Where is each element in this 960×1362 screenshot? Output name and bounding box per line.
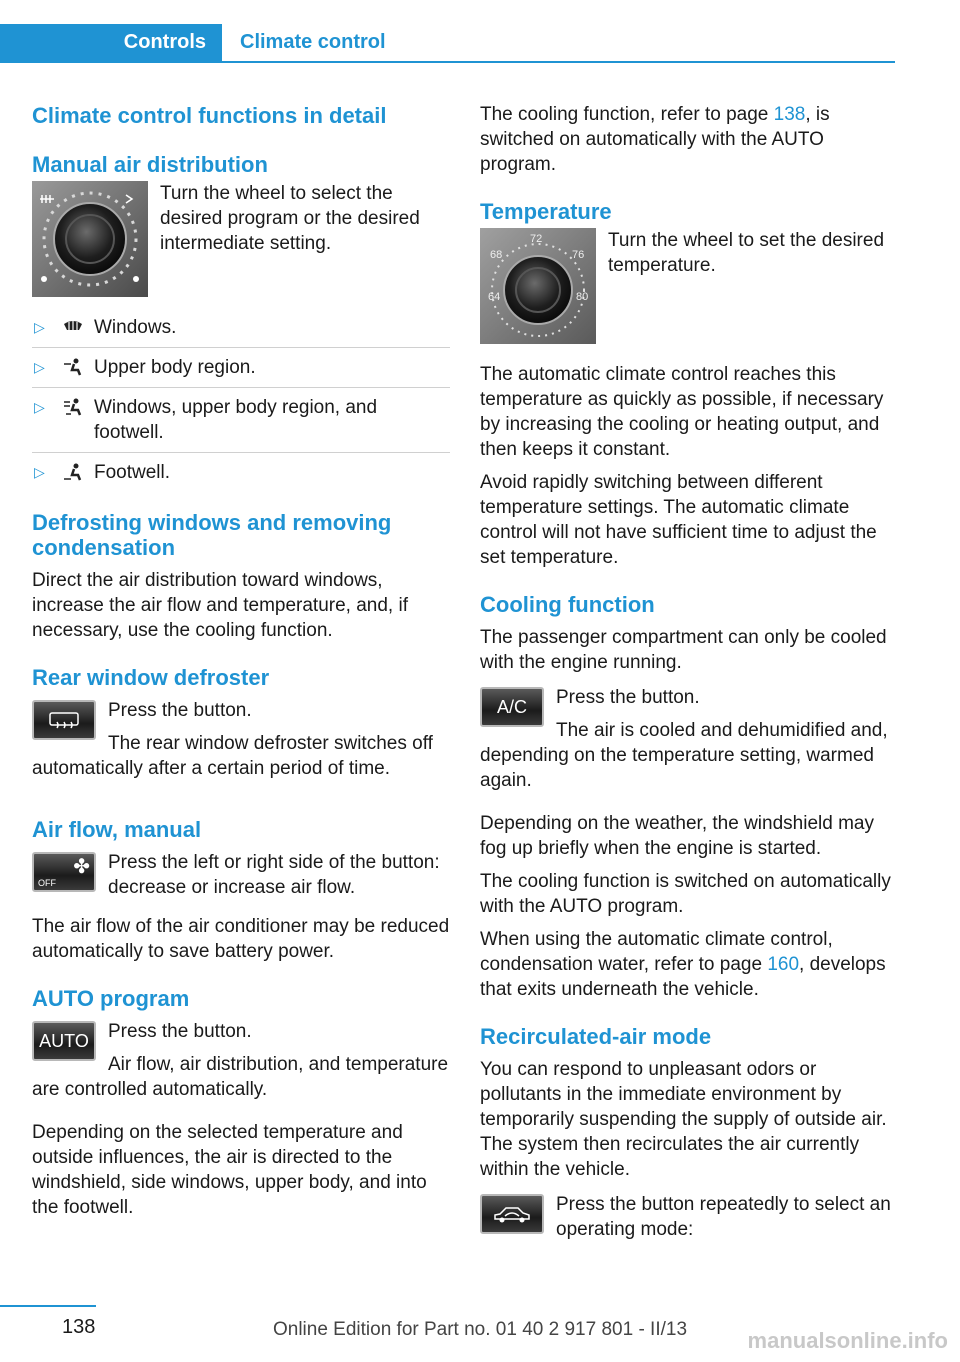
bullet-triangle-icon: ▷ (34, 359, 45, 375)
cooling-intro-post: , is switched on automatically with the AUTO program. (480, 104, 830, 175)
temperature-text1: Turn the wheel to set the desired temperature. (608, 230, 885, 276)
airflow-off-label: OFF (38, 878, 56, 888)
airflow-text2: The air flow of the air conditioner may be reduced automatically to save battery power. (32, 916, 450, 962)
page-link-160[interactable]: 160 (767, 954, 800, 975)
auto-text2: Air flow, air distribution, and temperature are controlled automatically. (32, 1054, 449, 1100)
recirc-heading: Recirculated-air mode (480, 1024, 712, 1049)
cooling-heading: Cooling function (480, 592, 655, 617)
list-item-label: Windows. (94, 317, 177, 338)
airflow-heading: Air flow, manual (32, 817, 202, 842)
list-item[interactable] (32, 395, 450, 453)
footer-edition: Online Edition for Part no. 01 40 2 917 801 - II/13 (272, 1319, 688, 1340)
manual-heading: Manual air distribution (32, 152, 268, 177)
header-bar (0, 24, 895, 63)
rear-defroster-heading: Rear window defroster (32, 665, 270, 690)
list-item[interactable] (32, 460, 450, 492)
auto-heading: AUTO program (32, 986, 190, 1011)
cooling-text1: The passenger compartment can only be cooled with the engine running. (480, 627, 887, 673)
bullet-triangle-icon: ▷ (34, 319, 45, 335)
temperature-text3: Avoid rapidly switching between different temperature settings. The automatic climate control will not have sufficient time to adjust the set temperature. (480, 472, 877, 568)
rear-window-heat-icon (47, 710, 81, 732)
auto-text3: Depending on the selected temperature and outside influences, the air is directed to the windshield, side windows, upper body, and into the footwell. (32, 1122, 427, 1218)
cooling-text6-pre: When using the automatic climate control, condensation water, refer to page (480, 929, 833, 975)
list-item-label: Footwell. (94, 462, 171, 483)
temp-label: 76 (572, 249, 585, 261)
cooling-text2: Press the button. (556, 687, 700, 708)
list-item-label: Upper body region. (94, 357, 256, 378)
car-recirculation-icon (491, 1204, 533, 1226)
temp-label: 80 (576, 291, 589, 303)
temperature-text2: The automatic climate control reaches this temperature as quickly as possible, if necessary by increasing the cooling or heating output, and then keeps it constant. (480, 364, 884, 460)
page-link-138[interactable]: 138 (773, 104, 806, 125)
recirc-text2: Press the button repeatedly to select an operating mode: (556, 1194, 891, 1240)
header-topic-tab[interactable]: Climate control (240, 31, 386, 53)
rear-defroster-text1: Press the button. (108, 700, 252, 721)
windows-body-feet-icon (62, 398, 84, 416)
footwell-icon (62, 463, 84, 481)
ac-button-image: A/C (480, 687, 544, 727)
defrost-text: Direct the air distribution toward windows, increase the air flow and temperature, and, if necessary, use the cooling function. (32, 570, 408, 641)
bullet-triangle-icon: ▷ (34, 399, 45, 415)
cooling-text6 (480, 927, 898, 1002)
upper-body-icon (62, 358, 84, 376)
temp-label: 64 (488, 291, 501, 303)
airflow-text1: Press the left or right side of the button: decrease or increase air flow. (108, 852, 440, 898)
rear-defroster-text2: The rear window defroster switches off automatically after a certain period of time. (32, 733, 433, 779)
rear-defroster-button-image (32, 700, 96, 740)
distribution-list (32, 315, 450, 492)
temp-label: 72 (530, 233, 543, 245)
recirc-button-image (480, 1194, 544, 1234)
left-column (32, 102, 450, 1220)
list-item[interactable] (32, 355, 450, 388)
cooling-text6-post: , develops that exits underneath the vehicle. (480, 954, 886, 1000)
list-item[interactable] (32, 315, 450, 348)
recirc-text1: You can respond to unpleasant odors or pollutants in the immediate environment by temporarily suspending the supply of outside air. The system then recirculates the air currently within the vehicle. (480, 1059, 887, 1180)
auto-text1: Press the button. (108, 1021, 252, 1042)
page-number-rule (0, 1305, 96, 1307)
fan-icon: ✤ (73, 856, 90, 878)
cooling-text5: The cooling function is switched on automatically with the AUTO program. (480, 871, 891, 917)
watermark: manualsonline.info (747, 1328, 948, 1353)
page-number: 138 (62, 1316, 96, 1338)
list-item-label: Windows, upper body region, and footwell. (94, 397, 378, 443)
windshield-icon (62, 318, 84, 336)
cooling-intro-pre: The cooling function, refer to page (480, 104, 774, 125)
defrost-heading: Defrosting windows and removing condensation (32, 510, 392, 560)
cooling-text3: The air is cooled and dehumidified and, depending on the temperature setting, warmed again. (480, 720, 888, 791)
main-heading: Climate control functions in detail (32, 103, 387, 128)
airflow-button-image (32, 852, 96, 892)
header-section-tab[interactable]: Controls (0, 24, 222, 61)
temperature-heading: Temperature (480, 199, 612, 224)
auto-button-image: AUTO (32, 1021, 96, 1061)
bullet-triangle-icon: ▷ (34, 464, 45, 480)
air-distribution-dial-image (32, 181, 148, 297)
cooling-intro (480, 102, 898, 177)
manual-text: Turn the wheel to select the desired program or the desired intermediate setting. (160, 183, 420, 254)
temperature-dial-image (480, 228, 596, 344)
cooling-text4: Depending on the weather, the windshield may fog up briefly when the engine is started. (480, 813, 874, 859)
right-column (480, 102, 898, 1242)
temp-label: 68 (490, 249, 503, 261)
